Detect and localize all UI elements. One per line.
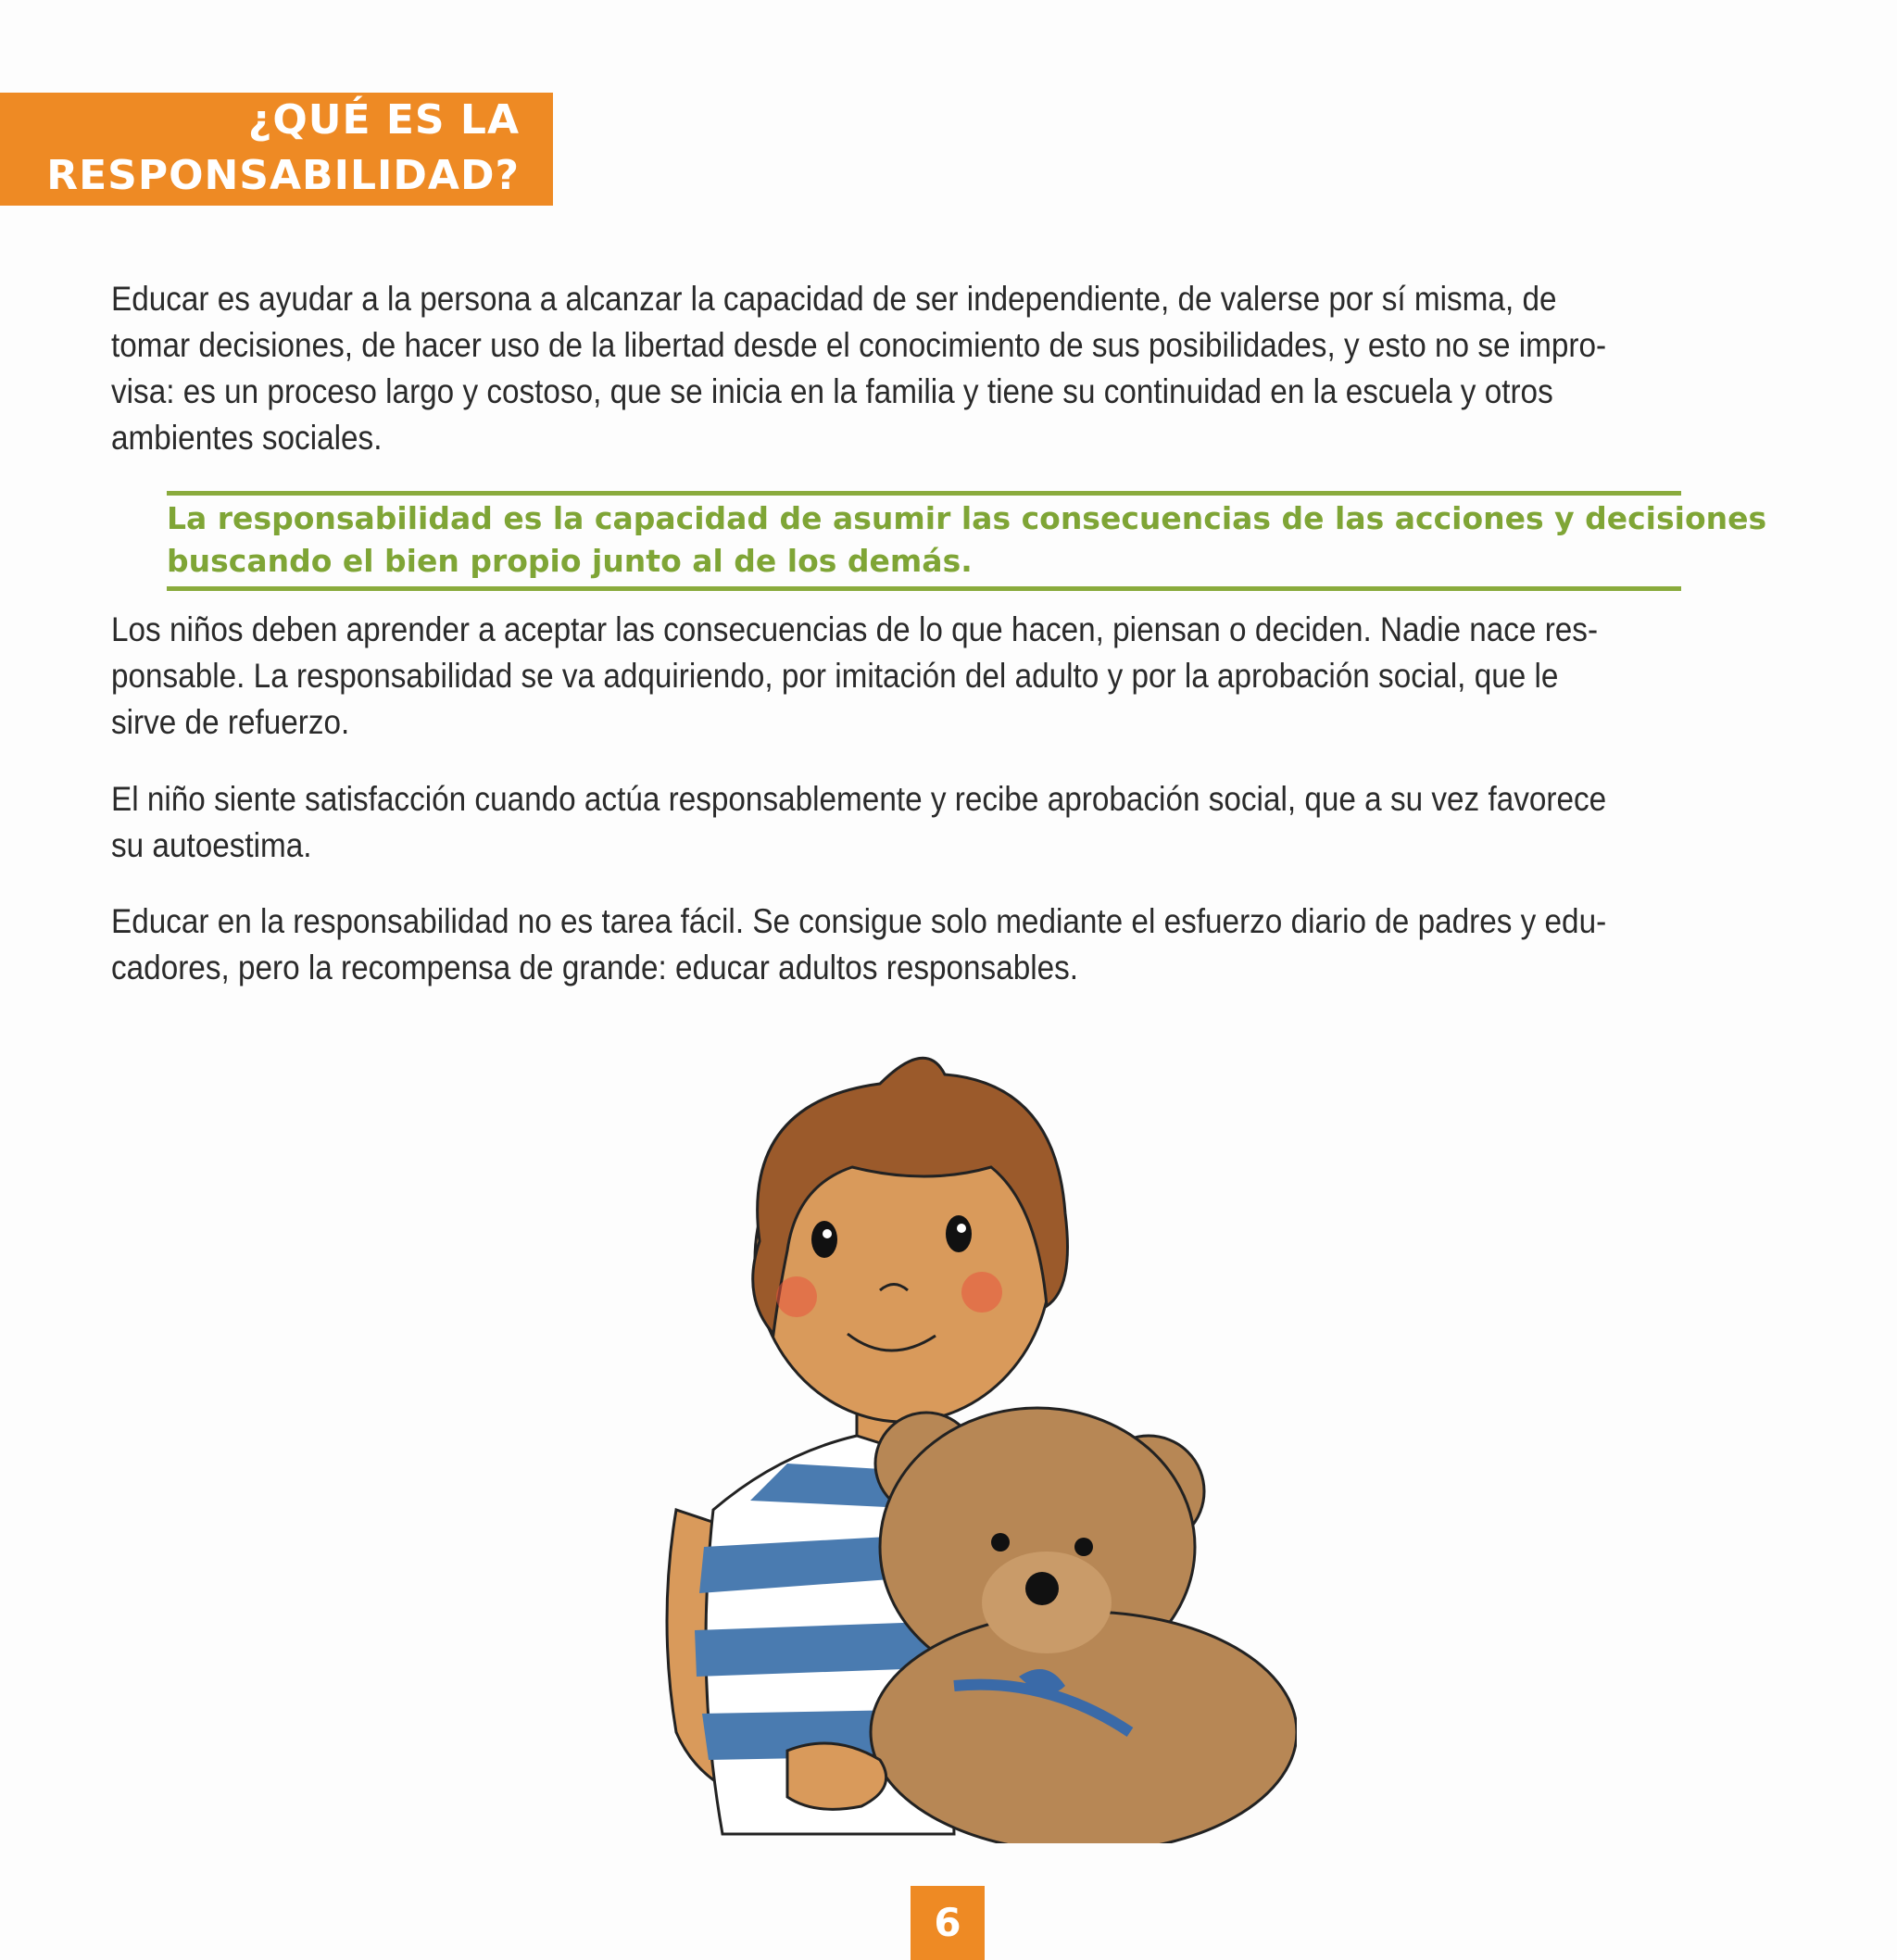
text-line: sirve de refuerzo.: [111, 703, 350, 741]
satisfaction-paragraph: [111, 776, 1725, 869]
highlight-line: buscando el bien propio junto al de los demás.: [167, 543, 973, 579]
definition-highlight: [167, 491, 1767, 591]
text-line: cadores, pero la recompensa de grande: educar adultos responsables.: [111, 949, 1079, 986]
page-title: [46, 93, 520, 204]
text-line: su autoestima.: [111, 826, 312, 864]
intro-paragraph: [111, 276, 1725, 461]
highlight-line: La responsabilidad es la capacidad de asumir las consecuencias de las acciones y decisiones: [167, 500, 1767, 536]
text-line: ambientes sociales.: [111, 419, 383, 457]
text-line: visa: es un proceso largo y costoso, que se inicia en la familia y tiene su continuidad en la escuela y otros: [111, 372, 1553, 410]
child-with-teddy-bear-illustration: [648, 1028, 1297, 1843]
page-title-line-1: ¿QUÉ ES LA: [247, 96, 520, 144]
text-line: Educar es ayudar a la persona a alcanzar la capacidad de ser independiente, de valerse por sí misma, de: [111, 280, 1557, 318]
education-paragraph: [111, 898, 1725, 991]
section-header: [0, 93, 553, 206]
child-with-teddy-bear-icon: [648, 1028, 1297, 1843]
text-line: tomar decisiones, de hacer uso de la libertad desde el conocimiento de sus posibilidades, y esto no se impro-: [111, 326, 1607, 364]
page-title-line-2: RESPONSABILIDAD?: [46, 152, 520, 199]
page-number: 6: [911, 1886, 985, 1960]
text-line: Educar en la responsabilidad no es tarea fácil. Se consigue solo mediante el esfuerzo diario de padres y edu-: [111, 902, 1607, 940]
text-line: El niño siente satisfacción cuando actúa responsablemente y recibe aprobación social, que a su vez favorece: [111, 780, 1607, 818]
text-line: ponsable. La responsabilidad se va adquiriendo, por imitación del adulto y por la aprobación social, que le: [111, 657, 1559, 695]
children-paragraph: [111, 607, 1725, 746]
text-line: Los niños deben aprender a aceptar las consecuencias de lo que hacen, piensan o deciden. Nadie nace res-: [111, 610, 1599, 648]
teddy-bear: [871, 1408, 1297, 1843]
